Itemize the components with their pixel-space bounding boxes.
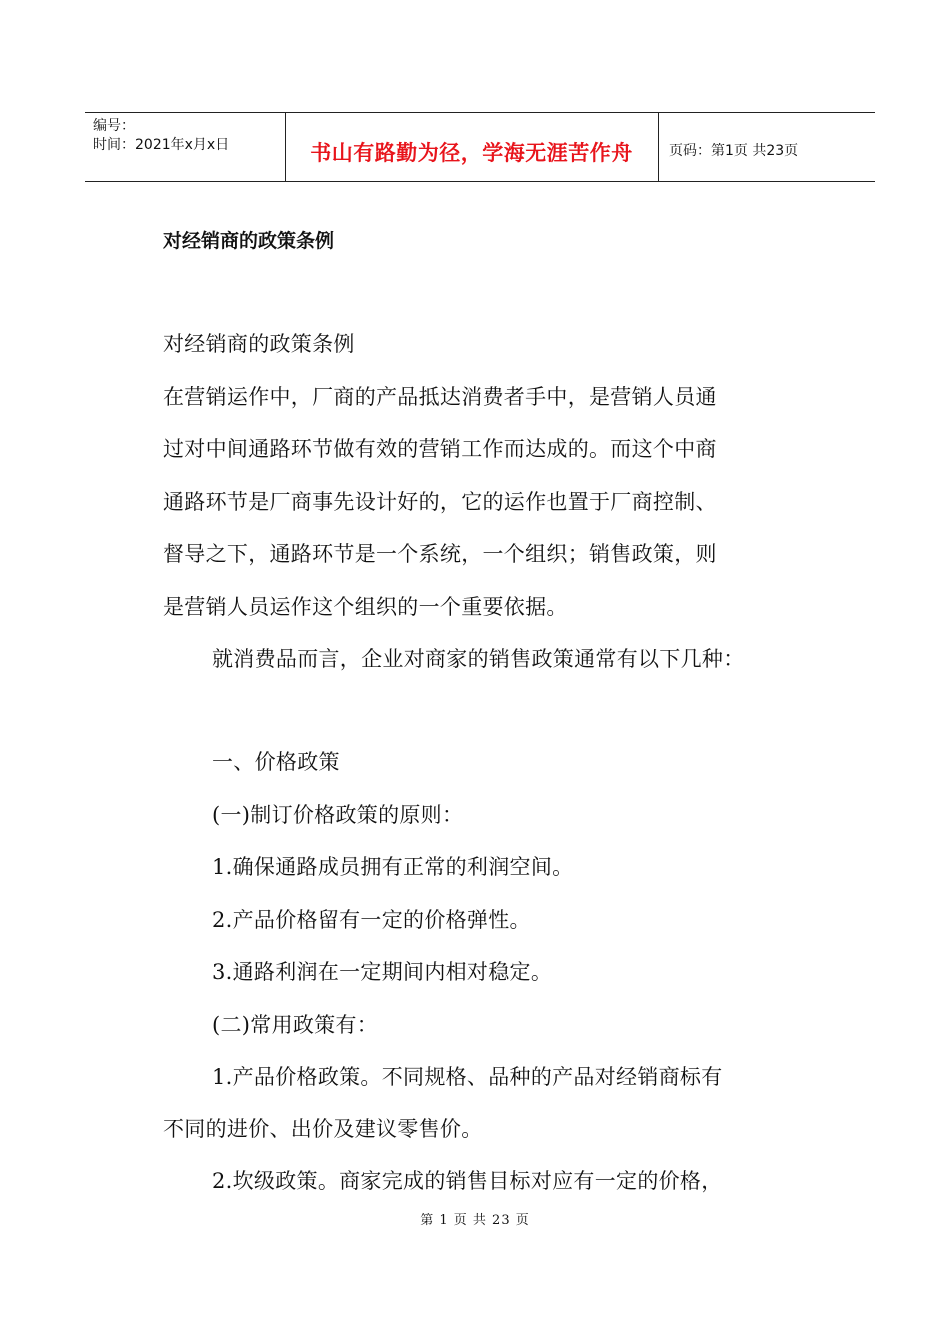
header-page-info: 页码：第1页 共23页	[669, 143, 799, 159]
list-item: 2.产品价格留有一定的价格弹性。	[212, 908, 531, 932]
list-item: 3.通路利润在一定期间内相对稳定。	[212, 960, 553, 984]
header-motto: 书山有路勤为径，学海无涯苦作舟	[310, 141, 633, 165]
body-line: 过对中间通路环节做有效的营销工作而达成的。而这个中商	[163, 437, 717, 461]
document-number-label: 编号：	[93, 118, 135, 134]
body-line: 对经销商的政策条例	[163, 332, 355, 356]
list-item: 1.确保通路成员拥有正常的利润空间。	[212, 855, 574, 879]
header-meta	[85, 113, 286, 181]
list-item: 1.产品价格政策。不同规格、品种的产品对经销商标有	[212, 1065, 723, 1089]
section-heading: 一、价格政策	[212, 750, 340, 774]
header-page-cell	[658, 113, 875, 181]
list-item: 2.坎级政策。商家完成的销售目标对应有一定的价格，	[212, 1169, 723, 1193]
document-title: 对经销商的政策条例	[163, 230, 335, 252]
body-line: 是营销人员运作这个组织的一个重要依据。	[163, 595, 568, 619]
subsection-heading: (二)常用政策有：	[212, 1013, 379, 1037]
subsection-heading: (一)制订价格政策的原则：	[212, 803, 464, 827]
body-line: 不同的进价、出价及建议零售价。	[163, 1117, 483, 1141]
page-header	[85, 112, 875, 182]
body-line: 督导之下，通路环节是一个系统，一个组织；销售政策，则	[163, 542, 717, 566]
body-line: 在营销运作中，厂商的产品抵达消费者手中，是营销人员通	[163, 385, 717, 409]
body-line: 通路环节是厂商事先设计好的，它的运作也置于厂商控制、	[163, 490, 717, 514]
document-time-label: 时间：2021年x月x日	[93, 137, 230, 153]
body-line: 就消费品而言，企业对商家的销售政策通常有以下几种：	[212, 647, 745, 671]
header-motto-cell	[285, 113, 659, 181]
page-footer: 第 1 页 共 23 页	[420, 1213, 530, 1228]
